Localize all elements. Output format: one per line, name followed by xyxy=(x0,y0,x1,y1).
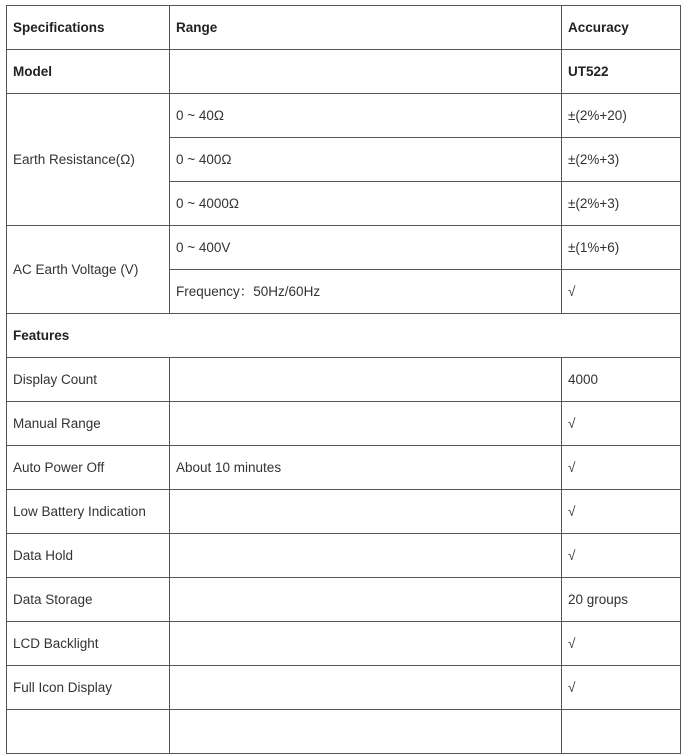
earth-resistance-label: Earth Resistance(Ω) xyxy=(7,94,170,226)
model-label: Model xyxy=(7,50,170,94)
table-row xyxy=(7,490,681,534)
feature-name: Data Storage xyxy=(7,578,170,622)
feature-name: Data Hold xyxy=(7,534,170,578)
feature-value: √ xyxy=(562,534,681,578)
table-row xyxy=(7,622,681,666)
feature-name: LCD Backlight xyxy=(7,622,170,666)
table-header-row xyxy=(7,6,681,50)
model-row xyxy=(7,50,681,94)
table-row xyxy=(7,666,681,710)
feature-range xyxy=(170,358,562,402)
table-row-partial xyxy=(7,710,681,754)
header-range: Range xyxy=(170,6,562,50)
feature-name: Auto Power Off xyxy=(7,446,170,490)
feature-range xyxy=(170,578,562,622)
range-cell: 0 ~ 400V xyxy=(170,226,562,270)
range-cell: 0 ~ 400Ω xyxy=(170,138,562,182)
feature-name: Display Count xyxy=(7,358,170,402)
accuracy-cell: ±(2%+20) xyxy=(562,94,681,138)
accuracy-cell: ±(2%+3) xyxy=(562,138,681,182)
feature-range: About 10 minutes xyxy=(170,446,562,490)
table-row xyxy=(7,402,681,446)
range-cell: Frequency：50Hz/60Hz xyxy=(170,270,562,314)
partial-cell xyxy=(562,710,681,754)
features-heading-row xyxy=(7,314,681,358)
table-row xyxy=(7,226,681,270)
feature-range xyxy=(170,666,562,710)
table-row xyxy=(7,446,681,490)
feature-value: √ xyxy=(562,666,681,710)
feature-range xyxy=(170,534,562,578)
feature-name: Manual Range xyxy=(7,402,170,446)
accuracy-cell: ±(1%+6) xyxy=(562,226,681,270)
model-range-cell xyxy=(170,50,562,94)
feature-range xyxy=(170,402,562,446)
feature-value: √ xyxy=(562,402,681,446)
header-specifications: Specifications xyxy=(7,6,170,50)
feature-value: √ xyxy=(562,446,681,490)
partial-cell xyxy=(170,710,562,754)
table-row xyxy=(7,358,681,402)
header-accuracy: Accuracy xyxy=(562,6,681,50)
feature-value: √ xyxy=(562,622,681,666)
feature-value: 4000 xyxy=(562,358,681,402)
accuracy-cell: √ xyxy=(562,270,681,314)
table-row xyxy=(7,94,681,138)
range-cell: 0 ~ 40Ω xyxy=(170,94,562,138)
table-row xyxy=(7,578,681,622)
model-value: UT522 xyxy=(562,50,681,94)
feature-name: Low Battery Indication xyxy=(7,490,170,534)
feature-range xyxy=(170,490,562,534)
partial-cell xyxy=(7,710,170,754)
feature-name: Full Icon Display xyxy=(7,666,170,710)
accuracy-cell: ±(2%+3) xyxy=(562,182,681,226)
feature-value: √ xyxy=(562,490,681,534)
ac-earth-voltage-label: AC Earth Voltage (V) xyxy=(7,226,170,314)
range-cell: 0 ~ 4000Ω xyxy=(170,182,562,226)
specifications-table xyxy=(6,5,681,754)
feature-range xyxy=(170,622,562,666)
feature-value: 20 groups xyxy=(562,578,681,622)
table-row xyxy=(7,534,681,578)
features-heading: Features xyxy=(7,314,681,358)
